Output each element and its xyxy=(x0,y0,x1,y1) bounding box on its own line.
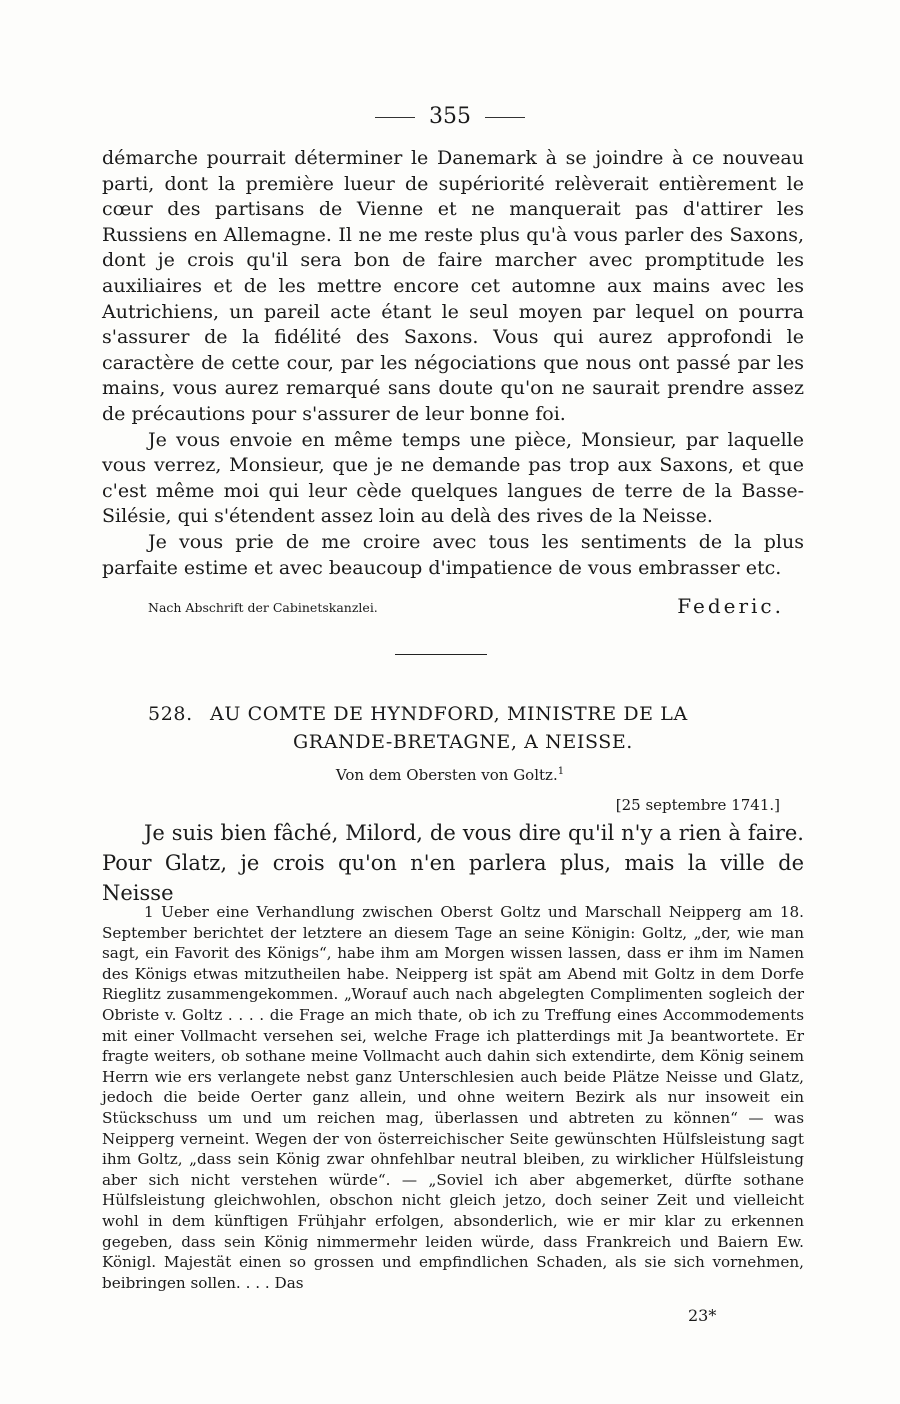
letter-paragraph: Je suis bien fâché, Milord, de vous dire qu'il n'y a rien à faire. Pour Glatz, je crois qu'on n'en parlera plus, mais la ville de Neisse xyxy=(102,821,804,905)
from-line-text: Von dem Obersten von Goltz. xyxy=(335,766,558,784)
letter-text xyxy=(102,818,804,908)
section-title-line2: GRANDE-BRETAGNE, A NEISSE. xyxy=(293,731,633,753)
section-divider xyxy=(395,654,487,655)
footnote-ref: 1 xyxy=(557,766,565,777)
signature: Federic. xyxy=(677,594,784,618)
source-row xyxy=(148,594,784,622)
section-title-line1: AU COMTE DE HYNDFORD, MINISTRE DE LA xyxy=(210,703,688,725)
footnote-marker: 1 xyxy=(144,903,154,921)
footnote-text: Ueber eine Verhandlung zwischen Oberst Goltz und Marschall Neipperg am 18. September berichtet der letztere an diesem Tage an seine Königin: Goltz, „der, wie man sagt, ein Favorit des Königs“, habe ihm am Morgen wissen lassen, dass er ihm im Namen des Königs etwas mitzutheilen habe. Neipperg ist spät am Abend mit Goltz in dem Dorfe Rieglitz zusammengekommen. „Worauf auch nach abgelegten Complimenten sogleich der Obriste v. Goltz . . . . die Frage an mich thate, ob ich zu Treffung eines Accommodements mit einer Vollmacht versehen sei, welche Frage ich platterdings mit Ja beantwortete. Er fragte weiters, ob sothane meine Vollmacht auch dahin sich extendirte, dem König seinem Herrn wie ers verlangete nebst ganz Unterschlesien auch beide Plätze Neisse und Glatz, jedoch die beide Oerter ganz allein, und ohne weitern Bezirk als nur insoweit ein Stückschuss um und um reichen mag, überlassen und abtreten zu können“ — was Neipperg verneint. Wegen der von österreichischer Seite gewünschten Hülfsleistung sagt ihm Goltz, „dass sein König zwar ohnfehlbar neutral bleiben, zu wirklicher Hülfsleistung aber sich nicht verstehen würde“. — „Soviel ich aber abgemerket, dürfte sothane Hülfsleistung gleichwohlen, obschon nicht gleich jetzo, doch seiner Zeit und vielleicht wohl in dem künftigen Frühjahr erfolgen, absonderlich, wie er mir klar zu erkennen gegeben, dass sein König nimmermehr leiden würde, dass Frankreich und Baiern Ew. Königl. Majestät einen so grossen und empfindlichen Schaden, als sie sich vornehmen, beibringen sollen. . . . Das xyxy=(102,903,804,1292)
main-paragraph-2: Je vous envoie en même temps une pièce, Monsieur, par laquelle vous verrez, Monsieur, que je ne demande pas trop aux Saxons, et que c'est même moi qui leur cède quelques langues de terre de la Basse-Silésie, qui s'étendent assez loin au delà des rives de la Neisse. xyxy=(102,428,804,528)
main-text xyxy=(102,146,804,581)
main-paragraph-3: Je vous prie de me croire avec tous les sentiments de la plus parfaite estime et avec beaucoup d'impatience de vous embrasser etc. xyxy=(102,530,804,579)
page-number-text: 355 xyxy=(429,104,471,129)
footnote xyxy=(102,902,804,1293)
letter-date: [25 septembre 1741.] xyxy=(615,796,780,814)
page-number-dash-right xyxy=(485,117,525,118)
page-number xyxy=(0,104,900,130)
source-note: Nach Abschrift der Cabinetskanzlei. xyxy=(148,600,378,615)
from-line xyxy=(0,766,900,784)
section-number: 528. xyxy=(148,703,193,725)
main-paragraph-1: démarche pourrait déterminer le Danemark à se joindre à ce nouveau parti, dont la première lueur de supériorité relèverait entièrement le cœur des partisans de Vienne et ne manquerait pas d'attirer les Russiens en Allemagne. Il ne me reste plus qu'à vous parler des Saxons, dont je crois qu'il sera bon de faire marcher avec promptitude les auxiliaires et de les mettre encore cet automne aux mains avec les Autrichiens, un pareil acte étant le seul moyen par lequel on pourra s'assurer de la fidélité des Saxons. Vous qui aurez approfondi le caractère de cette cour, par les négociations que nous ont passé par les mains, vous aurez remarqué sans doute qu'on ne saurait prendre assez de précautions pour s'assurer de leur bonne foi. xyxy=(102,147,804,425)
section-heading xyxy=(148,700,758,756)
page-number-dash-left xyxy=(375,117,415,118)
sheet-signature-mark: 23* xyxy=(688,1306,717,1325)
